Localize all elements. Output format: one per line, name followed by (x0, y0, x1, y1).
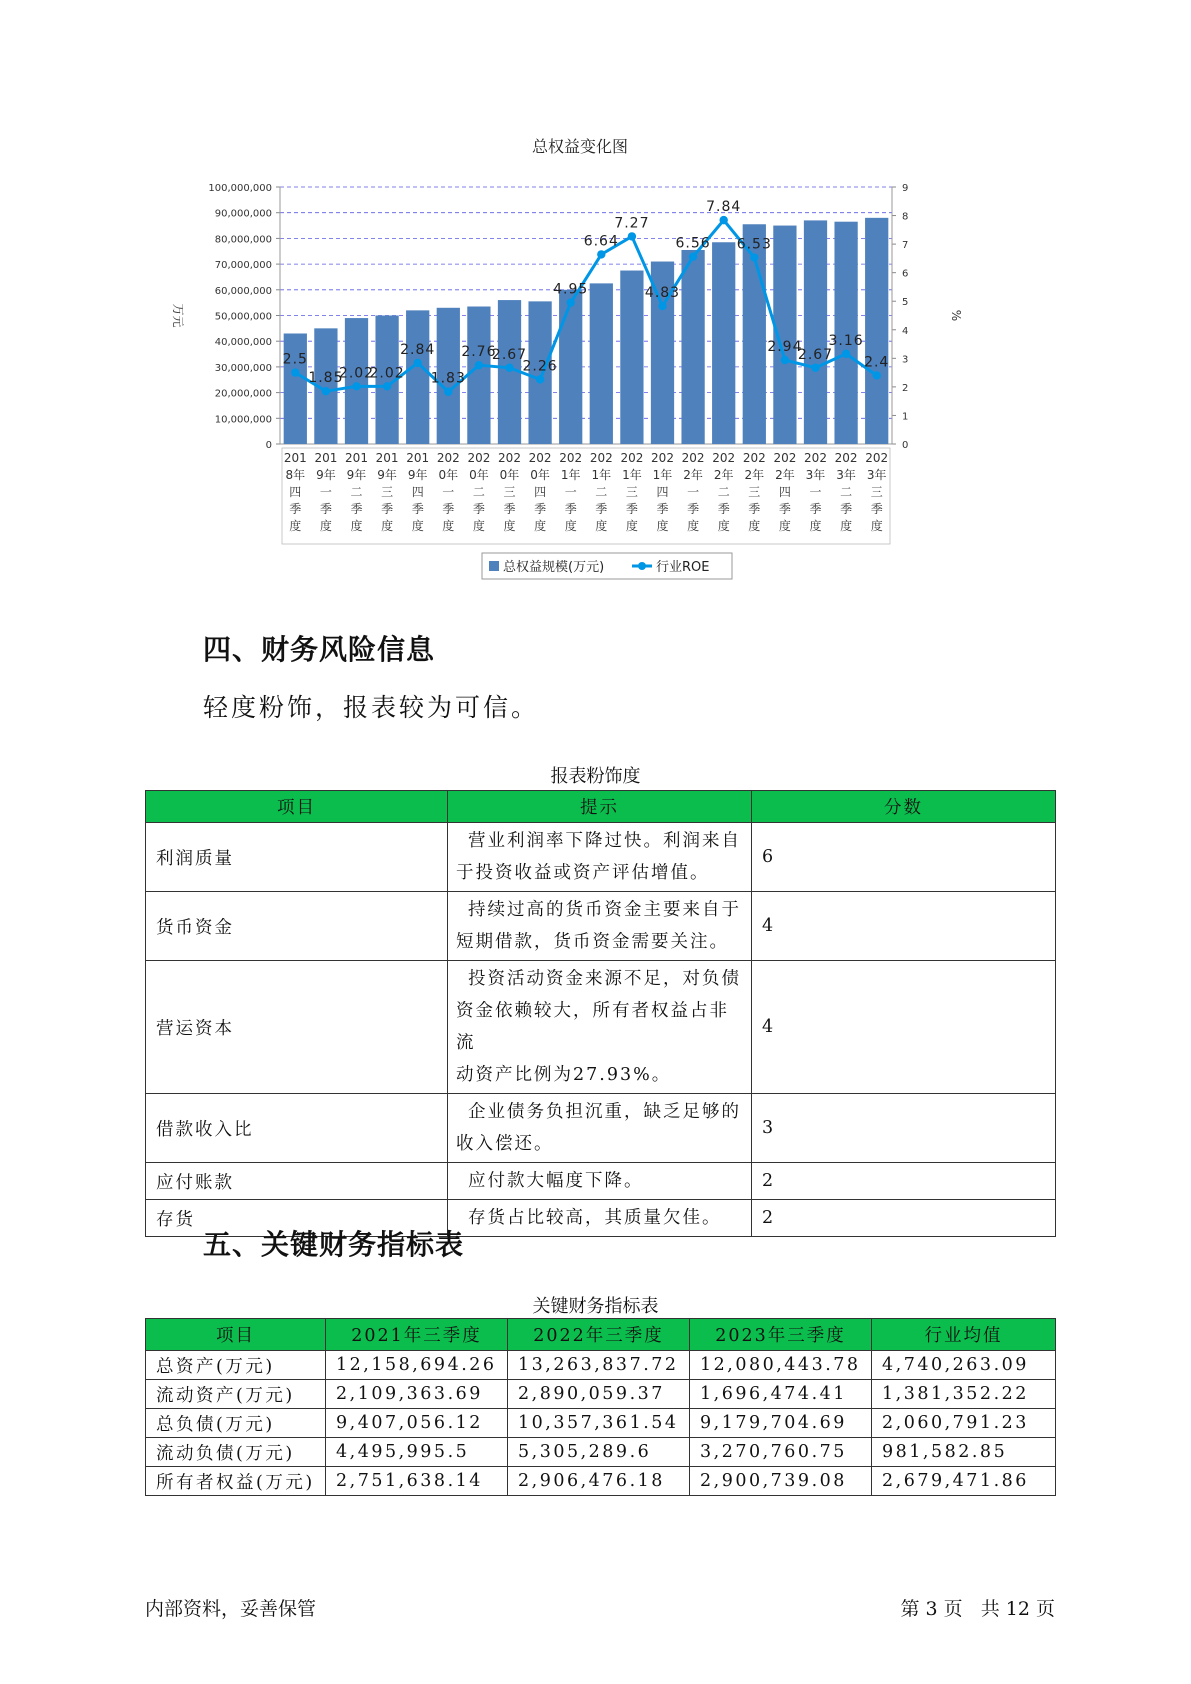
chart-xtick-label: 度 (687, 519, 700, 533)
chart-xtick-label: 季 (472, 502, 485, 516)
risk-score-cell: 6 (752, 823, 1056, 892)
chart-bar (284, 333, 307, 444)
chart-xtick-label: 202 (651, 451, 674, 465)
kpi-table-row (146, 1351, 1056, 1380)
chart-xtick-label: 度 (717, 519, 730, 533)
kpi-value-cell: 13,263,837.72 (508, 1351, 690, 1380)
kpi-value-cell: 981,582.85 (872, 1438, 1056, 1467)
kpi-value-cell: 4,495,995.5 (326, 1438, 508, 1467)
chart-ytick-right-label: 1 (902, 411, 909, 423)
risk-hint-line: 应付款大幅度下降。 (468, 1171, 644, 1191)
chart-bar (681, 250, 704, 444)
chart-bar (712, 242, 735, 444)
chart-legend-line-marker (638, 562, 646, 570)
chart-roe-data-label: 6.53 (736, 236, 772, 253)
chart-roe-data-label: 3.16 (828, 332, 864, 349)
kpi-value-cell: 3,270,760.75 (690, 1438, 872, 1467)
chart-xtick-label: 度 (381, 519, 394, 533)
chart-xtick-label: 季 (595, 502, 608, 516)
chart-xtick-label: 2年 (744, 468, 765, 482)
risk-score-cell: 3 (752, 1094, 1056, 1163)
chart-legend-line-label: 行业ROE (656, 560, 710, 575)
chart-roe-data-label: 4.95 (553, 281, 589, 298)
chart-ytick-label: 80,000,000 (214, 234, 272, 246)
chart-roe-point (842, 350, 850, 358)
chart-xtick-label: 三 (748, 485, 761, 499)
chart-xtick-label: 季 (748, 502, 761, 516)
chart-ytick-right-label: 5 (902, 297, 909, 309)
chart-ytick-label: 10,000,000 (214, 414, 272, 426)
chart-ytick-right-label: 0 (902, 440, 909, 451)
chart-xtick-label: 度 (748, 519, 761, 533)
risk-hint-cell (448, 961, 752, 1094)
chart-xlabel-box (282, 448, 890, 544)
risk-hint-line: 营业利润率下降过快。利润来自 (468, 831, 741, 851)
chart-roe-data-label: 2.26 (522, 358, 558, 375)
kpi-header-item: 项目 (146, 1319, 326, 1351)
chart-xtick-label: 季 (442, 502, 455, 516)
chart-xtick-label: 1年 (622, 468, 642, 482)
chart-roe-point (567, 298, 575, 306)
kpi-value-cell: 2,679,471.86 (872, 1467, 1056, 1496)
chart-ytick-label: 60,000,000 (214, 285, 272, 297)
kpi-header-industry-avg: 行业均值 (872, 1319, 1056, 1351)
chart-xtick-label: 9年 (377, 468, 397, 482)
chart-roe-data-label: 2.02 (338, 365, 375, 382)
kpi-header-2023q3: 2023年三季度 (690, 1319, 872, 1351)
chart-xtick-label: 季 (870, 502, 883, 516)
chart-xtick-label: 1年 (652, 468, 673, 482)
chart-title: 总权益变化图 (531, 137, 629, 156)
chart-xtick-label: 1年 (560, 468, 581, 482)
chart-xtick-label: 三 (870, 485, 883, 499)
risk-hint-line: 收入偿还。 (456, 1134, 554, 1154)
kpi-item-cell: 流动负债(万元) (146, 1438, 326, 1467)
chart-xtick-label: 202 (742, 451, 766, 465)
chart-xtick-label: 度 (870, 519, 883, 533)
kpi-item-cell: 所有者权益(万元) (146, 1467, 326, 1496)
chart-ytick-right-label: 8 (902, 211, 909, 223)
kpi-value-cell: 2,060,791.23 (872, 1409, 1056, 1438)
chart-xtick-label: 2年 (775, 468, 795, 482)
kpi-table (145, 1318, 1056, 1496)
chart-xtick-label: 一 (809, 485, 822, 499)
chart-xtick-label: 三 (503, 485, 516, 499)
chart-bar (559, 290, 582, 444)
chart-xtick-label: 0年 (530, 468, 550, 482)
chart-xtick-label: 度 (472, 519, 485, 533)
chart-xtick-label: 9年 (316, 468, 336, 482)
kpi-value-cell: 5,305,289.6 (508, 1438, 690, 1467)
chart-xtick-label: 季 (778, 502, 791, 516)
chart-roe-data-label: 2.02 (369, 365, 405, 382)
risk-hint-cell (448, 1094, 752, 1163)
chart-xtick-label: 0年 (469, 468, 489, 482)
chart-roe-data-label: 1.85 (308, 370, 344, 387)
chart-xtick-label: 度 (595, 519, 608, 533)
chart-roe-data-label: 2.5 (282, 351, 308, 368)
chart-roe-data-label: 1.83 (430, 370, 466, 387)
chart-bar (865, 218, 888, 444)
chart-xtick-label: 二 (595, 485, 608, 499)
risk-hint-cell (448, 823, 752, 892)
risk-hint-line: 于投资收益或资产评估增值。 (456, 863, 710, 883)
chart-roe-data-label: 7.27 (614, 215, 650, 232)
chart-ytick-label: 30,000,000 (214, 362, 272, 374)
chart-xtick-label: 202 (773, 451, 797, 465)
chart-bar (620, 271, 643, 444)
chart-ytick-right-label: 7 (902, 240, 909, 252)
chart-xtick-label: 四 (534, 485, 547, 499)
chart-xtick-label: 度 (778, 519, 791, 533)
chart-ytick-right-label: 6 (902, 268, 909, 280)
chart-roe-data-label: 2.67 (491, 346, 528, 363)
section-heading-kpi: 五、关键财务指标表 (203, 1228, 465, 1261)
chart-roe-data-label: 7.84 (706, 199, 742, 216)
chart-xtick-label: 季 (381, 502, 394, 516)
chart-roe-point (658, 302, 666, 310)
risk-item-cell: 利润质量 (146, 823, 448, 892)
chart-roe-point (628, 232, 636, 240)
risk-header-hint: 提示 (448, 791, 752, 823)
chart-xtick-label: 3年 (866, 468, 887, 482)
chart-xtick-label: 度 (319, 519, 332, 533)
kpi-value-cell: 2,906,476.18 (508, 1467, 690, 1496)
chart-xtick-label: 三 (381, 485, 394, 499)
kpi-value-cell: 12,158,694.26 (326, 1351, 508, 1380)
chart-xtick-label: 3年 (836, 468, 856, 482)
chart-xtick-label: 季 (687, 502, 700, 516)
risk-hint-line: 企业债务负担沉重，缺乏足够的 (468, 1102, 741, 1122)
risk-header-item: 项目 (146, 791, 448, 823)
chart-xtick-label: 2年 (683, 468, 703, 482)
chart-xtick-label: 度 (442, 519, 455, 533)
risk-hint-line: 资金依赖较大，所有者权益占非流 (456, 1001, 729, 1053)
chart-xtick-label: 202 (834, 451, 858, 465)
chart-legend-bar-label: 总权益规模(万元) (503, 560, 605, 575)
chart-roe-data-label: 4.83 (644, 285, 681, 302)
risk-table-caption: 报表粉饰度 (550, 766, 641, 787)
risk-hint-line: 持续过高的货币资金主要来自于 (468, 900, 741, 920)
chart-roe-data-label: 6.56 (675, 235, 711, 252)
chart-xtick-label: 季 (503, 502, 516, 516)
kpi-header-2022q3: 2022年三季度 (508, 1319, 690, 1351)
chart-xtick-label: 度 (411, 519, 424, 533)
chart-xtick-label: 201 (314, 451, 338, 465)
chart-roe-point (444, 388, 452, 396)
chart-xtick-label: 季 (319, 502, 332, 516)
risk-score-cell: 4 (752, 961, 1056, 1094)
chart-bar (804, 220, 827, 444)
footer-confidential: 内部资料，妥善保管 (145, 1598, 317, 1620)
kpi-header-2021q3: 2021年三季度 (326, 1319, 508, 1351)
risk-table (145, 790, 1056, 1237)
risk-score-cell: 2 (752, 1200, 1056, 1237)
chart-xtick-label: 三 (625, 485, 638, 499)
chart-xtick-label: 202 (589, 451, 613, 465)
chart-roe-point (750, 253, 758, 261)
chart-xtick-label: 季 (564, 502, 577, 516)
risk-item-cell: 应付账款 (146, 1163, 448, 1200)
kpi-value-cell: 1,381,352.22 (872, 1380, 1056, 1409)
chart-roe-point (352, 382, 360, 390)
chart-roe-point (811, 364, 819, 372)
kpi-value-cell: 9,179,704.69 (690, 1409, 872, 1438)
chart-roe-point (322, 387, 330, 395)
chart-roe-data-label: 2.4 (864, 354, 890, 371)
kpi-value-cell: 2,900,739.08 (690, 1467, 872, 1496)
chart-xtick-label: 1年 (591, 468, 612, 482)
chart-xtick-label: 2年 (713, 468, 734, 482)
risk-table-row (146, 892, 1056, 961)
risk-summary-text: 轻度粉饰，报表较为可信。 (203, 693, 540, 722)
chart-xtick-label: 度 (503, 519, 516, 533)
chart-xtick-label: 季 (840, 502, 853, 516)
risk-table-header-row (146, 791, 1056, 823)
chart-legend-bar-swatch (489, 561, 499, 571)
chart-xtick-label: 度 (840, 519, 853, 533)
chart-xtick-label: 二 (840, 485, 853, 499)
kpi-value-cell: 4,740,263.09 (872, 1351, 1056, 1380)
kpi-item-cell: 流动资产(万元) (146, 1380, 326, 1409)
chart-ytick-label: 20,000,000 (214, 388, 272, 400)
chart-xtick-label: 3年 (805, 468, 826, 482)
chart-xtick-label: 度 (625, 519, 638, 533)
chart-ytick-label: 0 (265, 440, 272, 451)
chart-xtick-label: 202 (712, 451, 736, 465)
chart-xtick-label: 一 (564, 485, 577, 499)
chart-xtick-label: 201 (406, 451, 430, 465)
chart-xtick-label: 度 (534, 519, 547, 533)
chart-ylabel-right: % (949, 309, 963, 322)
equity-chart-svg (160, 130, 1000, 590)
chart-xtick-label: 季 (534, 502, 547, 516)
chart-roe-point (414, 359, 422, 367)
risk-hint-line: 短期借款，货币资金需要关注。 (456, 932, 729, 952)
chart-xtick-label: 一 (319, 485, 332, 499)
chart-roe-point (781, 356, 789, 364)
risk-item-cell: 存货 (146, 1200, 448, 1237)
chart-xtick-label: 度 (289, 519, 302, 533)
equity-chart (160, 130, 1000, 590)
chart-xtick-label: 度 (809, 519, 822, 533)
risk-hint-cell (448, 1163, 752, 1200)
chart-roe-data-label: 2.76 (461, 344, 497, 361)
chart-xtick-label: 四 (411, 485, 424, 499)
chart-xtick-label: 一 (442, 485, 455, 499)
kpi-value-cell: 10,357,361.54 (508, 1409, 690, 1438)
risk-item-cell: 营运资本 (146, 961, 448, 1094)
chart-xtick-label: 季 (350, 502, 363, 516)
chart-xtick-label: 一 (687, 485, 700, 499)
chart-bar (590, 283, 613, 444)
chart-xtick-label: 季 (289, 502, 302, 516)
chart-xtick-label: 四 (778, 485, 791, 499)
chart-xtick-label: 202 (467, 451, 491, 465)
chart-xtick-label: 季 (717, 502, 730, 516)
chart-xtick-label: 0年 (499, 468, 520, 482)
chart-ytick-right-label: 3 (902, 354, 909, 366)
kpi-table-row (146, 1380, 1056, 1409)
chart-ytick-label: 100,000,000 (208, 183, 272, 194)
risk-item-cell: 借款收入比 (146, 1094, 448, 1163)
chart-ytick-label: 70,000,000 (214, 260, 272, 272)
risk-score-cell: 4 (752, 892, 1056, 961)
kpi-table-row (146, 1409, 1056, 1438)
chart-xtick-label: 四 (656, 485, 669, 499)
kpi-value-cell: 2,890,059.37 (508, 1380, 690, 1409)
chart-xtick-label: 202 (681, 451, 705, 465)
kpi-value-cell: 12,080,443.78 (690, 1351, 872, 1380)
chart-xtick-label: 四 (289, 485, 302, 499)
chart-xtick-label: 202 (559, 451, 583, 465)
section-heading-risk: 四、财务风险信息 (203, 633, 436, 666)
kpi-table-row (146, 1467, 1056, 1496)
chart-xtick-label: 0年 (438, 468, 459, 482)
chart-xtick-label: 202 (620, 451, 644, 465)
kpi-value-cell: 2,751,638.14 (326, 1467, 508, 1496)
chart-xtick-label: 二 (472, 485, 485, 499)
chart-roe-point (720, 216, 728, 224)
chart-xtick-label: 9年 (346, 468, 367, 482)
kpi-value-cell: 2,109,363.69 (326, 1380, 508, 1409)
chart-xtick-label: 8年 (285, 468, 306, 482)
kpi-item-cell: 总负债(万元) (146, 1409, 326, 1438)
chart-roe-point (505, 364, 513, 372)
chart-xtick-label: 202 (865, 451, 889, 465)
kpi-value-cell: 1,696,474.41 (690, 1380, 872, 1409)
chart-ytick-label: 50,000,000 (214, 311, 272, 323)
chart-xtick-label: 202 (528, 451, 552, 465)
risk-table-row (146, 1163, 1056, 1200)
chart-xtick-label: 二 (350, 485, 363, 499)
chart-xtick-label: 度 (350, 519, 363, 533)
risk-item-cell: 货币资金 (146, 892, 448, 961)
risk-score-cell: 2 (752, 1163, 1056, 1200)
chart-xtick-label: 202 (436, 451, 460, 465)
kpi-item-cell: 总资产(万元) (146, 1351, 326, 1380)
chart-ytick-right-label: 2 (902, 382, 909, 394)
kpi-table-caption: 关键财务指标表 (532, 1296, 659, 1317)
chart-roe-data-label: 2.94 (767, 339, 803, 356)
chart-xtick-label: 度 (656, 519, 669, 533)
chart-xtick-label: 二 (717, 485, 730, 499)
chart-bar (406, 310, 429, 444)
risk-header-score: 分数 (752, 791, 1056, 823)
chart-roe-point (873, 371, 881, 379)
chart-xtick-label: 201 (375, 451, 399, 465)
chart-roe-point (597, 250, 605, 258)
kpi-table-row (146, 1438, 1056, 1467)
risk-hint-line: 存货占比较高，其质量欠佳。 (468, 1208, 722, 1228)
chart-xtick-label: 季 (411, 502, 424, 516)
chart-ytick-label: 90,000,000 (214, 208, 272, 220)
risk-table-row (146, 961, 1056, 1094)
chart-ytick-right-label: 9 (902, 183, 909, 194)
chart-xtick-label: 季 (625, 502, 638, 516)
chart-roe-data-label: 2.84 (400, 341, 436, 358)
risk-table-row (146, 823, 1056, 892)
chart-roe-data-label: 6.64 (583, 233, 619, 250)
chart-roe-data-label: 2.67 (797, 346, 834, 363)
footer-page-number: 第 3 页 共 12 页 (900, 1598, 1055, 1620)
risk-hint-cell (448, 1200, 752, 1237)
chart-roe-point (689, 252, 697, 260)
risk-hint-line: 投资活动资金来源不足，对负债 (468, 969, 741, 989)
risk-hint-cell (448, 892, 752, 961)
chart-ytick-right-label: 4 (902, 325, 909, 337)
risk-table-row (146, 1094, 1056, 1163)
chart-bar (467, 307, 490, 444)
chart-xtick-label: 202 (498, 451, 521, 465)
chart-roe-point (475, 361, 483, 369)
chart-ytick-label: 40,000,000 (214, 337, 272, 349)
kpi-value-cell: 9,407,056.12 (326, 1409, 508, 1438)
chart-xtick-label: 201 (345, 451, 368, 465)
chart-xtick-label: 度 (564, 519, 577, 533)
chart-xtick-label: 季 (809, 502, 822, 516)
chart-xtick-label: 201 (283, 451, 307, 465)
chart-roe-point (291, 368, 299, 376)
chart-ylabel: 万元 (171, 303, 185, 328)
chart-roe-point (383, 382, 391, 390)
chart-xtick-label: 9年 (407, 468, 428, 482)
chart-roe-point (536, 375, 544, 383)
kpi-table-header-row (146, 1319, 1056, 1351)
risk-hint-line: 动资产比例为27.93%。 (456, 1065, 672, 1085)
chart-xtick-label: 202 (804, 451, 827, 465)
chart-xtick-label: 季 (656, 502, 669, 516)
